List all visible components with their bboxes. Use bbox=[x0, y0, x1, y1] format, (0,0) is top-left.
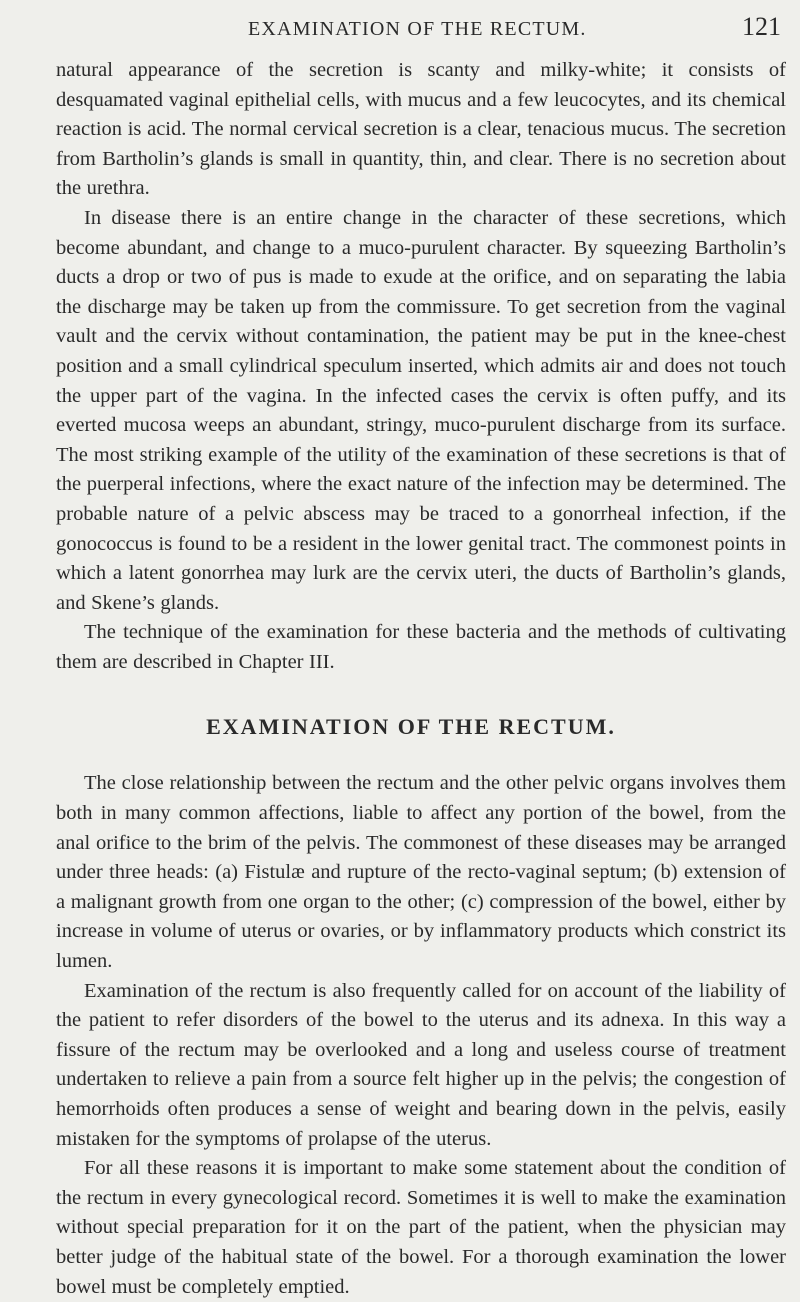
paragraph-technique: The technique of the examination for these bacteria and the methods of cultivating them are described in Chapter III. bbox=[56, 621, 786, 673]
section-heading: EXAMINATION OF THE RECTUM. bbox=[206, 714, 616, 740]
paragraph-rectal-examination: Examination of the rectum is also frequently called for on account of the liability of the patient to refer disorders of the bowel to the uterus and its adnexa. In this way a fissure of the rectum may be overlooked and a long and useless course of treatment undertaken to relieve a pain from a source felt higher up in the pelvis; the congestion of hemorrhoids often produces a sense of weight and bearing down in the pelvis, easily mistaken for the symptoms of prolapse of the uterus. bbox=[56, 979, 786, 1150]
running-title: EXAMINATION OF THE RECTUM. bbox=[248, 18, 587, 40]
paragraph-normal-secretion: natural appearance of the secretion is scanty and milky-white; it consists of desquamated vaginal epithelial cells, with mucus and a few leucocytes, and its chemical reaction is acid. The normal cervical secretion is a clear, tenacious mucus. The secretion from Bartholin’s glands is small in quantity, thin, and clear. There is no secretion about the urethra. bbox=[56, 59, 786, 200]
paragraph-disease-secretions: In disease there is an entire change in the character of these secretions, which become abundant, and change to a muco-purulent character. By squeezing Bartholin’s ducts a drop or two of pus is made to exude at the orifice, and on separating the labia the discharge may be taken up from the commissure. To get secretion from the vaginal vault and the cervix without contamination, the patient may be put in the knee-chest position and a small cylindrical speculum inserted, which admits air and does not touch the upper part of the vagina. In the infected cases the cervix is often puffy, and its everted mucosa weeps an abundant, stringy, muco-purulent discharge from its surface. The most striking example of the utility of the examination of these secretions is that of the puerperal infections, where the exact nature of the infection may be determined. The probable nature of a pelvic abscess may be traced to a gonorrheal infection, if the gonococcus is found to be a resident in the lower genital tract. The commonest points in which a latent gonorrhea may lurk are the cervix uteri, the ducts of Bartholin’s glands, and Skene’s glands. bbox=[56, 206, 786, 614]
paragraph-close-relationship: The close relationship between the rectum and the other pelvic organs involves them both in many common affections, liable to affect any portion of the bowel, from the anal orifice to the brim of the pelvis. The commonest of these diseases may be arranged under three heads: (a) Fistulæ and rupture of the recto-vaginal septum; (b) extension of a malignant growth from one organ to the other; (c) compression of the bowel, either by increase in volume of uterus or ovaries, or by inflammatory products which constrict its lumen. bbox=[56, 772, 786, 973]
body-text bbox=[56, 56, 786, 1302]
paragraph-gynecological-record: For all these reasons it is important to make some statement about the condition of the rectum in every gynecological record. Sometimes it is well to make the examination without special preparation for it on the part of the patient, when the physician may better judge of the habitual state of the bowel. For a thorough examination the lower bowel must be completely emptied. bbox=[56, 1157, 786, 1298]
running-head bbox=[0, 8, 800, 48]
page-number: 121 bbox=[742, 12, 781, 41]
